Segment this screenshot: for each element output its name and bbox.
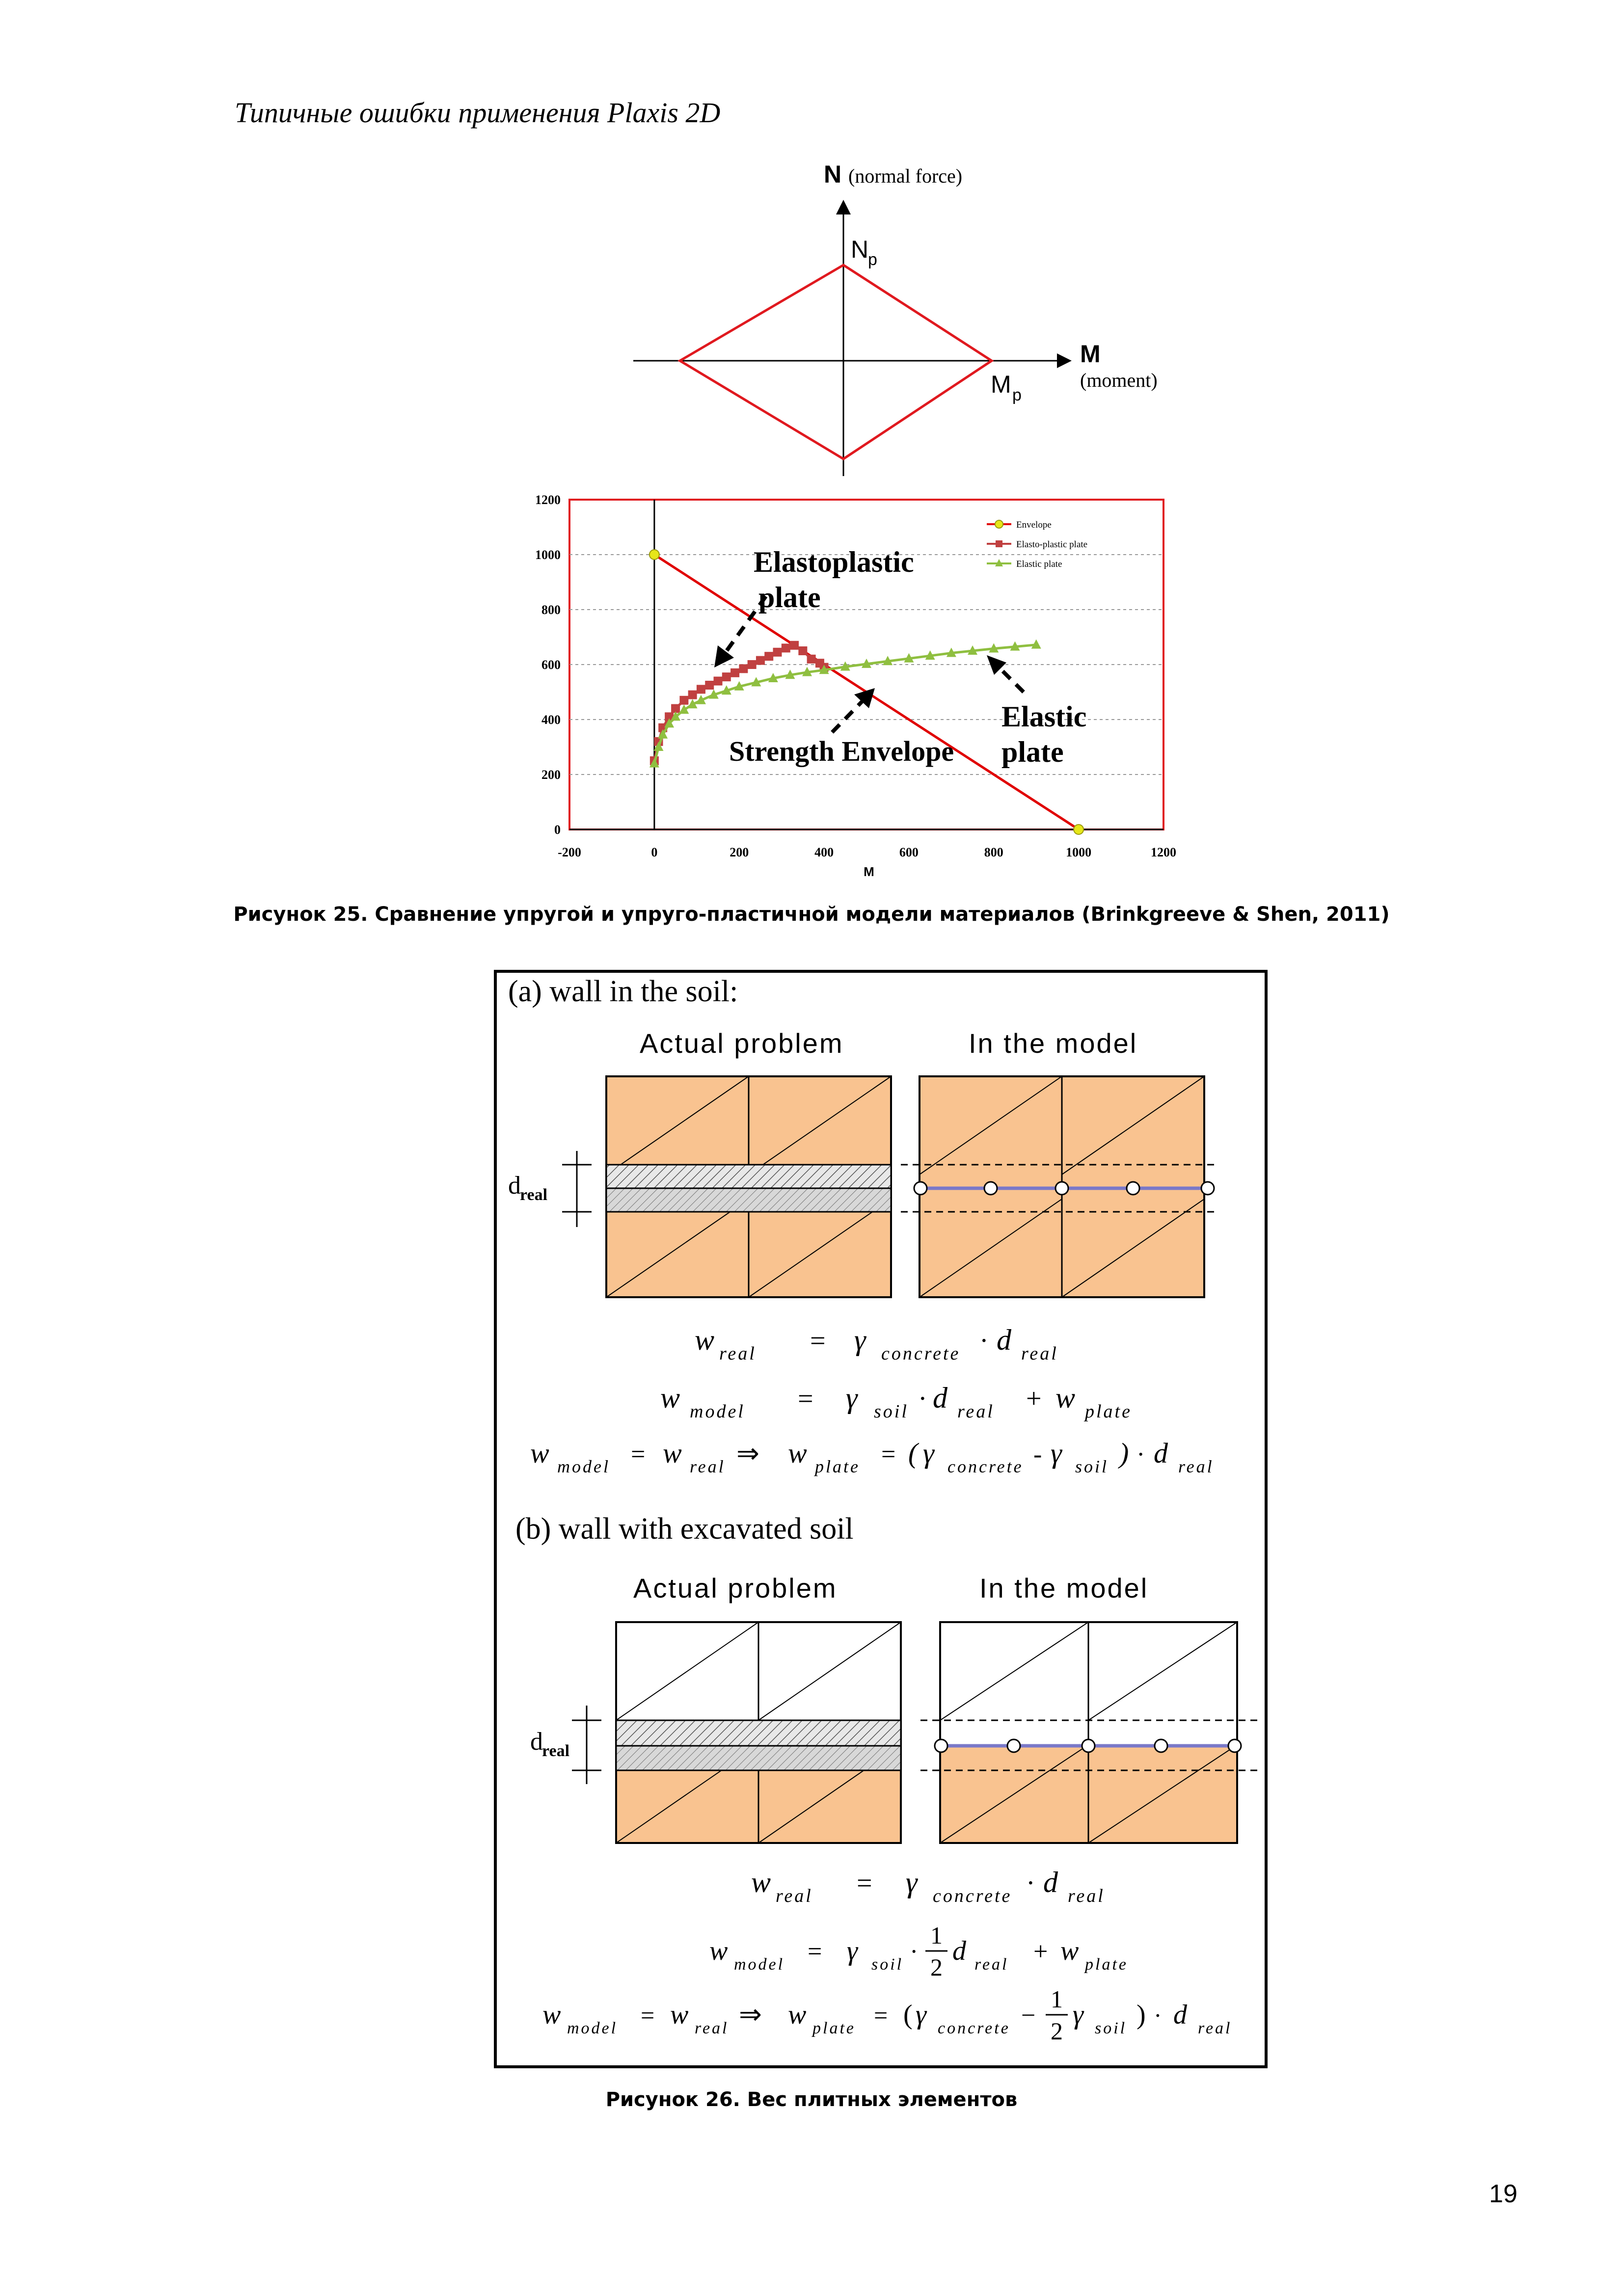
svg-text:w: w xyxy=(660,1382,680,1414)
svg-text:·: · xyxy=(1136,1441,1145,1468)
x-tick-label: 200 xyxy=(730,845,749,859)
section-b-in-model-label: In the model xyxy=(979,1573,1149,1603)
data-point xyxy=(722,672,731,681)
svg-text:w: w xyxy=(1055,1382,1076,1414)
svg-text:=: = xyxy=(641,2002,655,2029)
svg-text:⇒: ⇒ xyxy=(736,1439,759,1469)
annotation-elastic-plate: Elastic plate xyxy=(1001,700,1087,768)
svg-text:γ: γ xyxy=(846,1382,858,1414)
svg-text:w: w xyxy=(788,2000,807,2030)
svg-text:γ: γ xyxy=(923,1437,934,1469)
section-b-in-model xyxy=(920,1622,1259,1843)
svg-text:w: w xyxy=(542,2000,561,2030)
svg-text:γ: γ xyxy=(1073,2000,1084,2030)
data-point xyxy=(739,664,748,673)
data-point xyxy=(756,656,765,665)
svg-text:real: real xyxy=(974,1955,1009,1974)
interaction-diamond xyxy=(680,265,992,459)
svg-text:): ) xyxy=(1136,2000,1146,2030)
data-point xyxy=(730,668,739,677)
page-header: Типичные ошибки применения Plaxis 2D xyxy=(235,97,721,129)
svg-text:d: d xyxy=(508,1172,521,1200)
svg-text:real: real xyxy=(957,1401,995,1422)
y-tick-label: 1000 xyxy=(535,548,561,562)
svg-text:w: w xyxy=(663,1437,682,1469)
svg-text:=: = xyxy=(810,1326,826,1356)
svg-text:plate: plate xyxy=(1085,1401,1132,1422)
data-point xyxy=(1074,825,1083,834)
data-point xyxy=(649,550,659,560)
svg-text:d: d xyxy=(952,1936,966,1966)
section-a-actual-problem xyxy=(606,1076,891,1297)
svg-text:=: = xyxy=(857,1868,872,1898)
svg-text:·: · xyxy=(979,1326,989,1356)
svg-text:d: d xyxy=(1154,1437,1168,1469)
x-tick-label: 0 xyxy=(651,845,658,859)
data-point xyxy=(705,681,714,690)
svg-text:w: w xyxy=(751,1866,771,1898)
svg-text:real: real xyxy=(1068,1886,1105,1906)
svg-text:·: · xyxy=(910,1938,919,1966)
svg-text:real: real xyxy=(1021,1343,1058,1364)
x-tick-label: -200 xyxy=(558,845,581,859)
m-axis-label: M xyxy=(1080,340,1101,368)
np-label: N xyxy=(851,236,869,263)
svg-text:): ) xyxy=(1119,1437,1129,1469)
svg-text:w: w xyxy=(709,1936,728,1966)
svg-text:real: real xyxy=(690,1457,726,1476)
data-point xyxy=(773,648,782,657)
svg-text:γ: γ xyxy=(916,2000,927,2030)
y-tick-label: 200 xyxy=(541,768,561,782)
svg-text:=: = xyxy=(798,1384,813,1414)
legend-marker xyxy=(996,540,1002,547)
x-tick-label: 600 xyxy=(899,845,919,859)
svg-text:·: · xyxy=(1154,2002,1162,2029)
svg-text:-: - xyxy=(1033,1441,1042,1468)
mp-sub: p xyxy=(1012,386,1022,404)
svg-text:model: model xyxy=(567,2019,618,2037)
svg-text:plate: plate xyxy=(1085,1955,1128,1974)
data-point xyxy=(782,643,790,652)
svg-text:=: = xyxy=(881,1441,896,1468)
svg-text:2: 2 xyxy=(930,1953,943,1981)
legend-marker xyxy=(995,520,1003,528)
legend-label: Elastic plate xyxy=(1016,559,1062,569)
m-axis-sublabel: (moment) xyxy=(1080,369,1158,391)
svg-text:=: = xyxy=(631,1441,646,1468)
svg-text:w: w xyxy=(530,1437,549,1469)
svg-text:γ: γ xyxy=(906,1866,918,1898)
x-tick-label: 1000 xyxy=(1066,845,1092,859)
svg-text:model: model xyxy=(557,1457,610,1476)
data-point xyxy=(807,655,816,664)
data-point xyxy=(790,641,799,650)
annotation-elastoplastic: Elastoplastic plate xyxy=(754,546,914,614)
svg-text:⇒: ⇒ xyxy=(739,2000,762,2030)
section-b-actual-problem xyxy=(616,1622,901,1843)
svg-text:d: d xyxy=(933,1382,947,1414)
svg-text:1: 1 xyxy=(1051,1985,1063,2013)
svg-text:d: d xyxy=(1173,2000,1187,2030)
x-tick-label: 400 xyxy=(814,845,834,859)
svg-text:real: real xyxy=(719,1343,757,1364)
x-tick-label: 1200 xyxy=(1151,845,1176,859)
svg-text:soil: soil xyxy=(1095,2019,1127,2037)
svg-text:real: real xyxy=(695,2019,729,2037)
svg-text:soil: soil xyxy=(871,1955,904,1974)
svg-text:γ: γ xyxy=(847,1936,858,1966)
x-tick-label: 800 xyxy=(984,845,1003,859)
svg-text:concrete: concrete xyxy=(938,2019,1010,2037)
data-point xyxy=(697,685,705,694)
data-point xyxy=(714,677,723,686)
data-point xyxy=(764,652,773,661)
svg-text:model: model xyxy=(734,1955,785,1974)
svg-text:w: w xyxy=(695,1324,715,1356)
svg-text:γ: γ xyxy=(1051,1437,1062,1469)
y-tick-label: 1200 xyxy=(535,493,561,507)
svg-text:2: 2 xyxy=(1051,2017,1063,2045)
svg-text:soil: soil xyxy=(1075,1457,1109,1476)
svg-text:concrete: concrete xyxy=(881,1343,961,1364)
svg-text:plate: plate xyxy=(812,2019,856,2037)
np-sub: p xyxy=(868,250,877,269)
svg-text:model: model xyxy=(690,1401,745,1422)
svg-text:concrete: concrete xyxy=(947,1457,1024,1476)
svg-text:·: · xyxy=(918,1384,927,1414)
data-point xyxy=(748,660,757,669)
svg-text:d: d xyxy=(530,1728,543,1756)
section-a-title: (a) wall in the soil: xyxy=(508,975,738,1008)
svg-text:real: real xyxy=(1198,2019,1232,2037)
svg-text:concrete: concrete xyxy=(933,1886,1012,1906)
section-b-title: (b) wall with excavated soil xyxy=(515,1512,854,1546)
svg-text:(: ( xyxy=(903,2000,913,2030)
svg-text:(: ( xyxy=(908,1437,918,1469)
y-tick-label: 0 xyxy=(554,823,561,837)
svg-text:d: d xyxy=(997,1324,1011,1356)
figure25-caption: Рисунок 25. Сравнение упругой и упруго-пластичной модели материалов (Brinkgreeve & Shen, 2011) xyxy=(233,903,1390,926)
svg-text:real: real xyxy=(520,1186,548,1204)
section-b-actual-problem-label: Actual problem xyxy=(633,1573,838,1603)
svg-text:plate: plate xyxy=(815,1457,860,1476)
svg-text:+: + xyxy=(1026,1384,1042,1414)
section-a-in-model-label: In the model xyxy=(969,1028,1138,1059)
figure26-caption: Рисунок 26. Вес плитных элементов xyxy=(605,2088,1018,2111)
y-tick-label: 800 xyxy=(541,603,561,617)
svg-text:d: d xyxy=(1043,1866,1058,1898)
n-axis-label: N xyxy=(824,160,842,188)
data-point xyxy=(798,646,807,655)
n-axis-sublabel: (normal force) xyxy=(848,165,963,187)
data-point xyxy=(679,696,688,705)
section-a-actual-problem-label: Actual problem xyxy=(640,1028,844,1059)
x-axis-label: M xyxy=(864,864,874,879)
svg-text:1: 1 xyxy=(930,1922,943,1949)
svg-text:=: = xyxy=(808,1938,822,1966)
nm-interaction-diagram xyxy=(623,162,1193,486)
envelope-chart xyxy=(535,493,1203,883)
svg-text:γ: γ xyxy=(854,1324,866,1356)
annotation-strength-envelope: Strength Envelope xyxy=(729,735,954,767)
svg-text:+: + xyxy=(1033,1938,1048,1966)
svg-text:real: real xyxy=(542,1742,570,1760)
y-tick-label: 400 xyxy=(541,713,561,727)
mp-label: M xyxy=(991,371,1011,398)
svg-text:−: − xyxy=(1021,2002,1036,2029)
legend-label: Elasto-plastic plate xyxy=(1016,539,1088,550)
svg-text:·: · xyxy=(1026,1868,1035,1898)
page-number: 19 xyxy=(1489,2180,1517,2208)
data-point xyxy=(688,691,697,699)
svg-text:w: w xyxy=(670,2000,689,2030)
svg-text:=: = xyxy=(874,2002,888,2029)
y-tick-label: 600 xyxy=(541,658,561,672)
plate-weight-figure xyxy=(493,969,1268,2069)
svg-text:real: real xyxy=(1178,1457,1214,1476)
legend-label: Envelope xyxy=(1016,520,1052,530)
svg-text:soil: soil xyxy=(874,1401,909,1422)
svg-text:real: real xyxy=(776,1886,813,1906)
svg-text:w: w xyxy=(788,1437,807,1469)
section-a-in-model xyxy=(901,1076,1219,1297)
svg-text:w: w xyxy=(1060,1936,1079,1966)
